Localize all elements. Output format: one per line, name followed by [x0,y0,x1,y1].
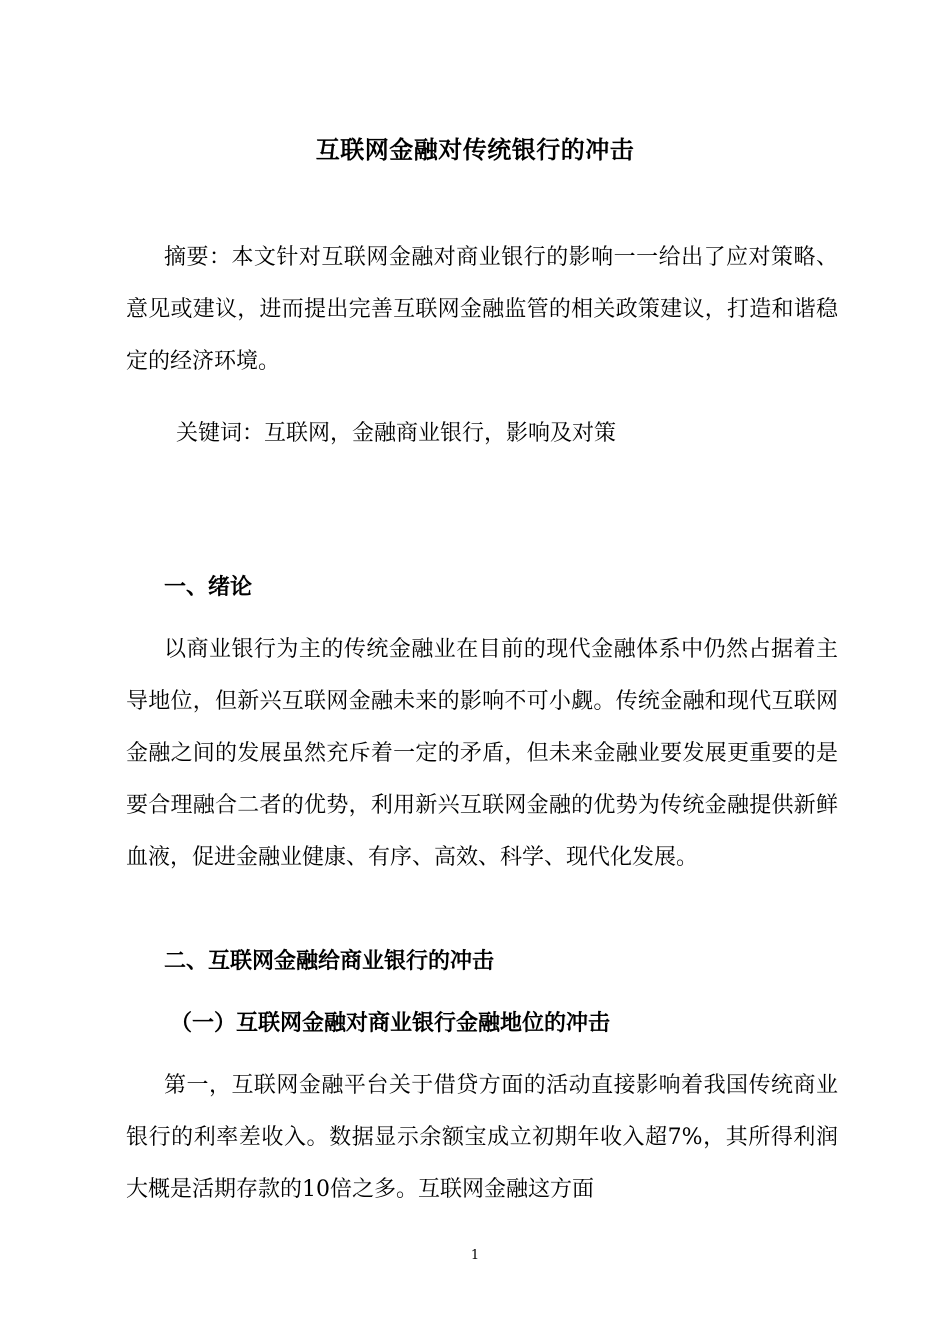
abstract-text: 本文针对互联网金融对商业银行的影响一一给出了应对策略、意见或建议，进而提出完善互联网金融监管的相关政策建议，打造和谐稳定的经济环境。 [126,245,838,374]
keywords-label: 关键词： [176,421,265,446]
abstract-paragraph [126,232,838,388]
page-number: 1 [470,1248,480,1263]
subsection-heading-financial-status: （一）互联网金融对商业银行金融地位的冲击 [170,1011,611,1036]
abstract-label: 摘要： [164,245,232,270]
section-paragraph-introduction: 以商业银行为主的传统金融业在目前的现代金融体系中仍然占据着主导地位，但新兴互联网金融未来的影响不可小觑。传统金融和现代互联网金融之间的发展虽然充斥着一定的矛盾，但未来金融业要发展更重要的是要合理融合二者的优势，利用新兴互联网金融的优势为传统金融提供新鲜血液，促进金融业健康、有序、高效、科学、现代化发展。 [126,637,838,870]
keywords-paragraph [176,408,836,460]
keywords-text: 互联网，金融商业银行，影响及对策 [264,421,617,446]
document-title: 互联网金融对传统银行的冲击 [315,136,635,164]
section-heading-impact: 二、互联网金融给商业银行的冲击 [164,949,495,974]
section-heading-introduction: 一、绪论 [164,575,253,600]
section-paragraph-impact: 第一，互联网金融平台关于借贷方面的活动直接影响着我国传统商业银行的利率差收入。数据显示余额宝成立初期年收入超7%，其所得利润大概是活期存款的10倍之多。互联网金融这方面 [126,1073,838,1202]
